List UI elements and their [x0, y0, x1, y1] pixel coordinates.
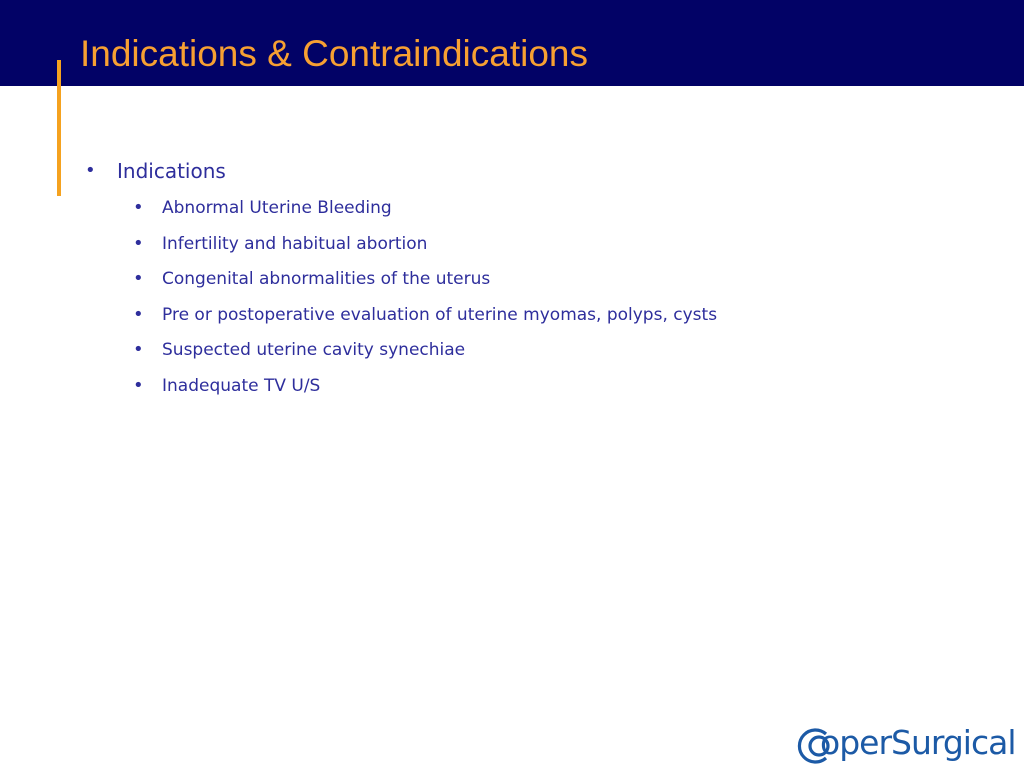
sub-bullet-label: Abnormal Uterine Bleeding	[162, 198, 392, 218]
bullet-icon: •	[133, 233, 144, 254]
bullet-icon: •	[133, 375, 144, 396]
bullet-icon: •	[133, 339, 144, 360]
sub-bullet-label: Suspected uterine cavity synechiae	[162, 340, 466, 360]
sub-bullet-label: Congenital abnormalities of the uterus	[162, 269, 491, 289]
bullet-icon: •	[133, 197, 144, 218]
bullet-icon: •	[133, 268, 144, 289]
sub-bullet-label: Pre or postoperative evaluation of uterine myomas, polyps, cysts	[162, 305, 718, 325]
sub-bullet-label: Infertility and habitual abortion	[162, 234, 428, 254]
slide-title: Indications & Contraindications	[80, 33, 589, 74]
sub-bullet-label: Inadequate TV U/S	[162, 376, 321, 396]
logo-text: operSurgical	[820, 723, 1016, 762]
bullet-icon: •	[85, 160, 96, 181]
bullet-icon: •	[133, 304, 144, 325]
coopersurgical-logo	[794, 722, 1016, 768]
bullet-label: Indications	[117, 159, 226, 183]
